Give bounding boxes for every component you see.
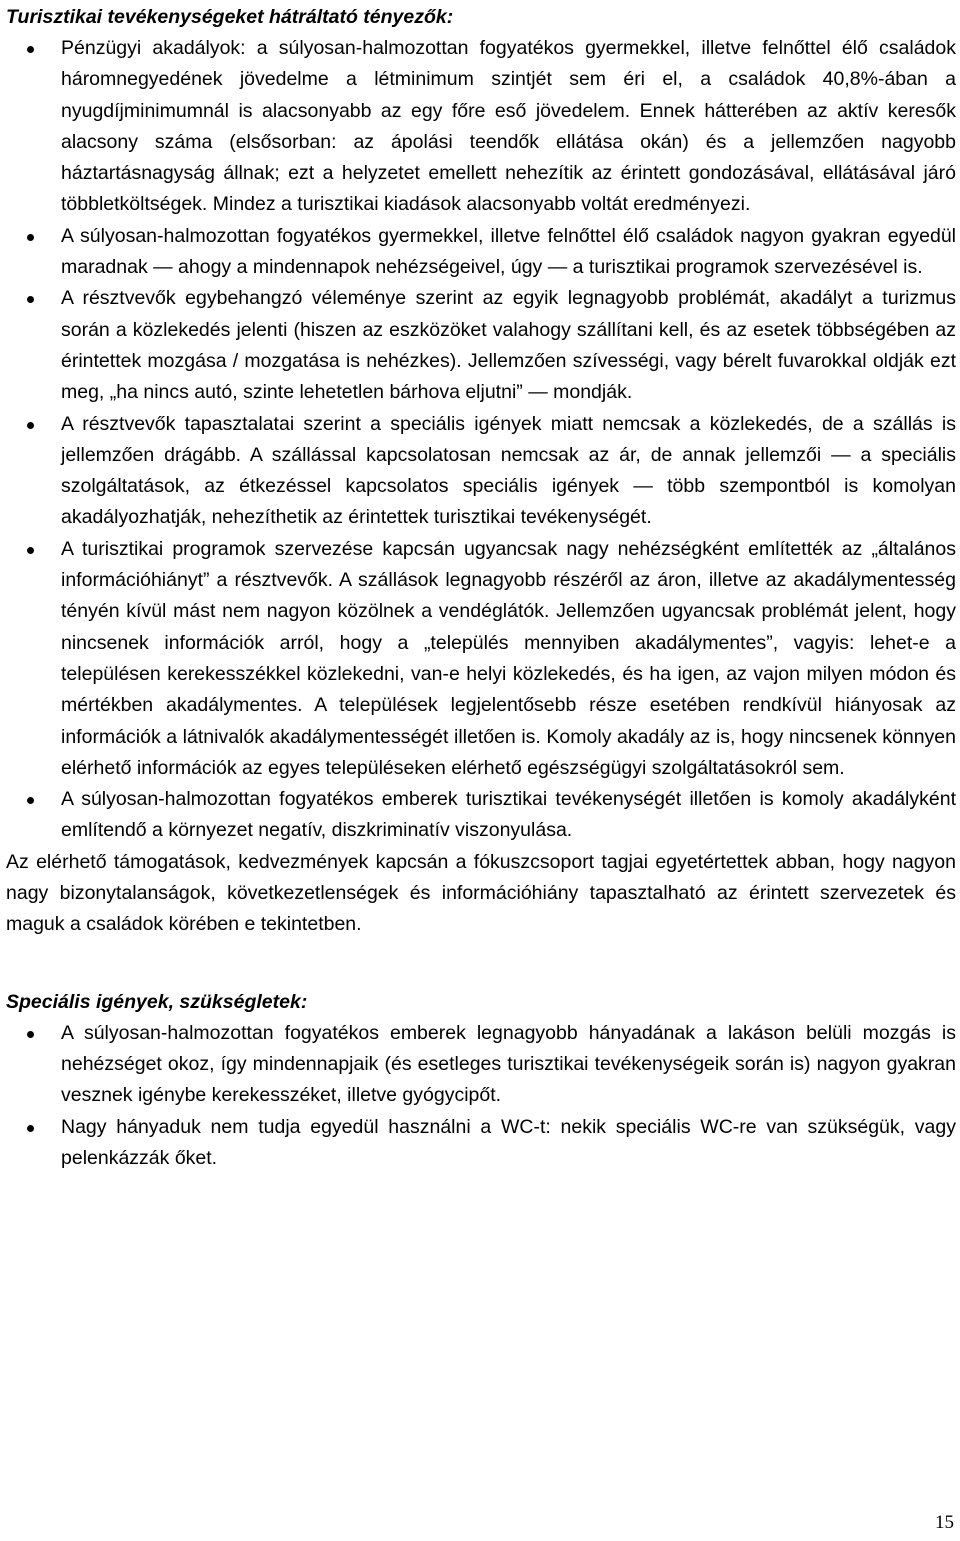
bullet-icon — [27, 1031, 34, 1038]
list-item-text: A turisztikai programok szervezése kapcsán ugyancsak nagy nehézségként említették az „általános információhiányt” a résztvevők. A szállások legnagyobb részéről az áron, illetve az akadálymentesség tényén kívül mást nem nagyon közölnek a vendéglátók. Jellemzően ugyancsak problémát jelent, hogy nincsenek információk arról, hogy a „település mennyiben akadálymentes”, vagyis: lehet-e a településen kerekesszékkel közlekedni, van-e helyi közlekedés, és ha igen, az vajon milyen módon és mértékben akadálymentes. A települések legjelentősebb része esetében rendkívül hiányosak az információk a látnivalók akadálymentességét illetően is. Komoly akadály az is, hogy nincsenek könnyen elérhető információk az egyes településeken elérhető egészségügyi szolgáltatásokról sem. — [61, 537, 956, 779]
obstacles-list — [6, 33, 956, 847]
document-page — [6, 2, 956, 1174]
list-item-text: Nagy hányaduk nem tudja egyedül használni a WC-t: nekik speciális WC-re van szükségük, vagy pelenkázzák őket. — [61, 1115, 956, 1169]
bullet-icon — [27, 1125, 34, 1132]
list-item — [6, 784, 956, 847]
list-item-text: A súlyosan-halmozottan fogyatékos emberek legnagyobb hányadának a lakáson belüli mozgás is nehézséget okoz, így mindennapjaik (és esetleges turisztikai tevékenységeik során is) nagyon gyakran vesznek igénybe kerekesszéket, illetve gyógycipőt. — [61, 1021, 956, 1107]
bullet-icon — [27, 547, 34, 554]
list-item — [6, 33, 956, 221]
section-heading-obstacles: Turisztikai tevékenységeket hátráltató tényezők: — [6, 6, 454, 28]
list-item-text: A résztvevők egybehangzó véleménye szerint az egyik legnagyobb problémát, akadályt a turizmus során a közlekedés jelenti (hiszen az eszközöket valahogy szállítani kell, és az esetek többségében az érintettek mozgása / mozgatása is nehézkes). Jellemzően szívességi, vagy bérelt fuvarokkal oldják ezt meg, „ha nincs autó, szinte lehetetlen bárhova eljutni” — mondják. — [61, 287, 956, 404]
list-item-text: A résztvevők tapasztalatai szerint a speciális igények miatt nemcsak a közlekedés, de a szállás is jellemzően drágább. A szállással kapcsolatosan nemcsak az ár, de annak jellemzői — a speciális szolgáltatások, az étkezéssel kapcsolatos speciális igények — több szempontból is komolyan akadályozhatják, nehezíthetik az érintettek turisztikai tevékenységét. — [61, 412, 956, 529]
special-needs-list — [6, 1018, 956, 1174]
list-item — [6, 221, 956, 284]
bullet-icon — [27, 46, 34, 53]
bullet-icon — [27, 296, 34, 303]
bullet-icon — [27, 797, 34, 804]
page-number: 15 — [935, 1512, 954, 1533]
list-item — [6, 409, 956, 534]
support-paragraph: Az elérhető támogatások, kedvezmények kapcsán a fókuszcsoport tagjai egyetértettek abban, hogy nagyon nagy bizonytalanságok, következetlenségek és információhiány tapasztalható az érintett szervezetek és maguk a családok körében e tekintetben. — [6, 850, 956, 936]
list-item — [6, 1112, 956, 1175]
list-item-text: Pénzügyi akadályok: a súlyosan-halmozottan fogyatékos gyermekkel, illetve felnőttel élő családok háromnegyedének jövedelme a létminimum szintjét sem éri el, a családok 40,8%-ában a nyugdíjminimumnál is alacsonyabb az egy főre eső jövedelem. Ennek hátterében az aktív keresők alacsony száma (elsősorban: az ápolási teendők ellátása okán) és a jellemzően nagyobb háztartásnagyság állnak; ezt a helyzetet emellett nehezítik az érintett gondozásával, ellátásával járó többletköltségek. Mindez a turisztikai kiadások alacsonyabb voltát eredményezi. — [61, 37, 956, 216]
list-item — [6, 283, 956, 408]
bullet-icon — [27, 234, 34, 241]
bullet-icon — [27, 422, 34, 429]
list-item — [6, 534, 956, 784]
section-heading-special-needs: Speciális igények, szükségletek: — [6, 990, 308, 1013]
list-item — [6, 1018, 956, 1112]
list-item-text: A súlyosan-halmozottan fogyatékos gyermekkel, illetve felnőttel élő családok nagyon gyakran egyedül maradnak — ahogy a mindennapok nehézségeivel, úgy — a turisztikai programok szervezésével is. — [61, 224, 956, 279]
list-item-text: A súlyosan-halmozottan fogyatékos emberek turisztikai tevékenységét illetően is komoly akadályként említendő a környezet negatív, diszkriminatív viszonyulása. — [61, 788, 956, 842]
